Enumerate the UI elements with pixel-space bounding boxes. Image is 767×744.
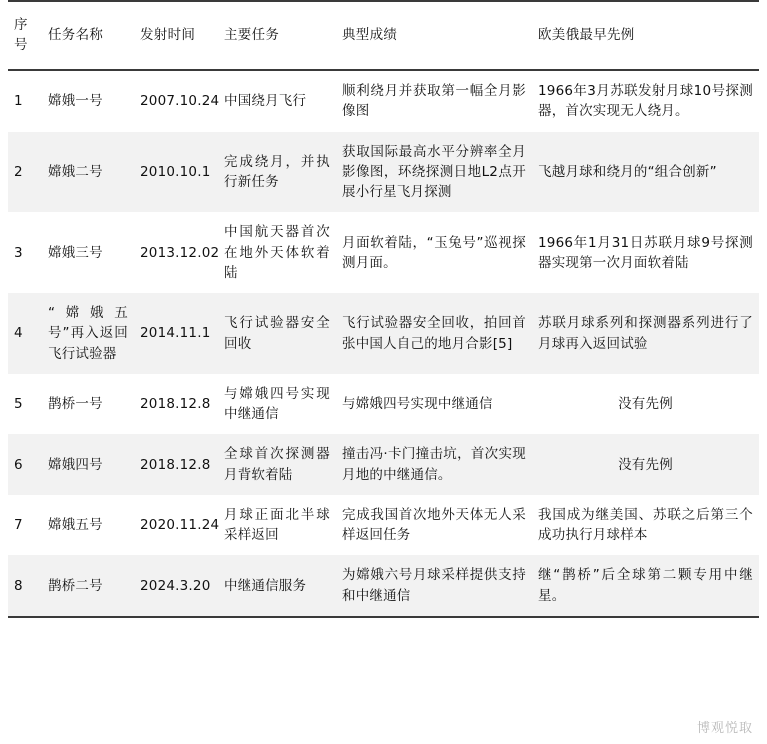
cell-name: 嫦娥三号 bbox=[42, 212, 134, 293]
cell-result: 撞击冯·卡门撞击坑，首次实现月地的中继通信。 bbox=[336, 434, 532, 495]
cell-first: 1966年3月苏联发射月球10号探测器，首次实现无人绕月。 bbox=[532, 70, 759, 132]
cell-name: “嫦娥五号”再入返回飞行试验器 bbox=[42, 293, 134, 374]
cell-date: 2024.3.20 bbox=[134, 555, 218, 617]
cell-seq: 6 bbox=[8, 434, 42, 495]
cell-first: 我国成为继美国、苏联之后第三个成功执行月球样本 bbox=[532, 495, 759, 556]
cell-result: 月面软着陆，“玉兔号”巡视探测月面。 bbox=[336, 212, 532, 293]
column-header-result: 典型成绩 bbox=[336, 1, 532, 70]
cell-result: 顺利绕月并获取第一幅全月影像图 bbox=[336, 70, 532, 132]
table-header-row bbox=[8, 1, 759, 70]
table-body bbox=[8, 70, 759, 617]
cell-task: 完成绕月，并执行新任务 bbox=[218, 132, 336, 213]
cell-name: 鹊桥二号 bbox=[42, 555, 134, 617]
cell-date: 2013.12.02 bbox=[134, 212, 218, 293]
cell-date: 2020.11.24 bbox=[134, 495, 218, 556]
cell-result: 获取国际最高水平分辨率全月影像图，环绕探测日地L2点开展小行星飞月探测 bbox=[336, 132, 532, 213]
table-row bbox=[8, 70, 759, 132]
cell-result: 与嫦娥四号实现中继通信 bbox=[336, 374, 532, 435]
column-header-first: 欧美俄最早先例 bbox=[532, 1, 759, 70]
column-header-date: 发射时间 bbox=[134, 1, 218, 70]
cell-first: 没有先例 bbox=[532, 434, 759, 495]
cell-name: 嫦娥五号 bbox=[42, 495, 134, 556]
cell-result: 飞行试验器安全回收，拍回首张中国人自己的地月合影[5] bbox=[336, 293, 532, 374]
cell-task: 中国绕月飞行 bbox=[218, 70, 336, 132]
cell-first: 飞越月球和绕月的“组合创新” bbox=[532, 132, 759, 213]
cell-name: 嫦娥二号 bbox=[42, 132, 134, 213]
table-row bbox=[8, 555, 759, 617]
column-header-task: 主要任务 bbox=[218, 1, 336, 70]
cell-seq: 2 bbox=[8, 132, 42, 213]
table-row bbox=[8, 434, 759, 495]
cell-task: 中继通信服务 bbox=[218, 555, 336, 617]
cell-task: 中国航天器首次在地外天体软着陆 bbox=[218, 212, 336, 293]
column-header-name: 任务名称 bbox=[42, 1, 134, 70]
cell-seq: 5 bbox=[8, 374, 42, 435]
table-header bbox=[8, 1, 759, 70]
lunar-mission-table bbox=[8, 0, 759, 618]
cell-first: 1966年1月31日苏联月球9号探测器实现第一次月面软着陆 bbox=[532, 212, 759, 293]
table-row bbox=[8, 495, 759, 556]
table-row bbox=[8, 212, 759, 293]
cell-seq: 7 bbox=[8, 495, 42, 556]
cell-task: 飞行试验器安全回收 bbox=[218, 293, 336, 374]
cell-task: 与嫦娥四号实现中继通信 bbox=[218, 374, 336, 435]
cell-result: 完成我国首次地外天体无人采样返回任务 bbox=[336, 495, 532, 556]
cell-seq: 3 bbox=[8, 212, 42, 293]
cell-name: 嫦娥一号 bbox=[42, 70, 134, 132]
cell-name: 嫦娥四号 bbox=[42, 434, 134, 495]
cell-task: 全球首次探测器月背软着陆 bbox=[218, 434, 336, 495]
cell-task: 月球正面北半球采样返回 bbox=[218, 495, 336, 556]
cell-seq: 8 bbox=[8, 555, 42, 617]
cell-date: 2018.12.8 bbox=[134, 434, 218, 495]
cell-date: 2007.10.24 bbox=[134, 70, 218, 132]
cell-date: 2014.11.1 bbox=[134, 293, 218, 374]
table-row bbox=[8, 374, 759, 435]
column-header-seq: 序号 bbox=[8, 1, 42, 70]
watermark: 博观悦取 bbox=[696, 721, 753, 736]
cell-date: 2018.12.8 bbox=[134, 374, 218, 435]
cell-result: 为嫦娥六号月球采样提供支持和中继通信 bbox=[336, 555, 532, 617]
cell-first: 没有先例 bbox=[532, 374, 759, 435]
cell-seq: 1 bbox=[8, 70, 42, 132]
cell-first: 苏联月球系列和探测器系列进行了月球再入返回试验 bbox=[532, 293, 759, 374]
table-row bbox=[8, 293, 759, 374]
cell-first: 继“鹊桥”后全球第二颗专用中继星。 bbox=[532, 555, 759, 617]
cell-seq: 4 bbox=[8, 293, 42, 374]
cell-date: 2010.10.1 bbox=[134, 132, 218, 213]
cell-name: 鹊桥一号 bbox=[42, 374, 134, 435]
table-row bbox=[8, 132, 759, 213]
